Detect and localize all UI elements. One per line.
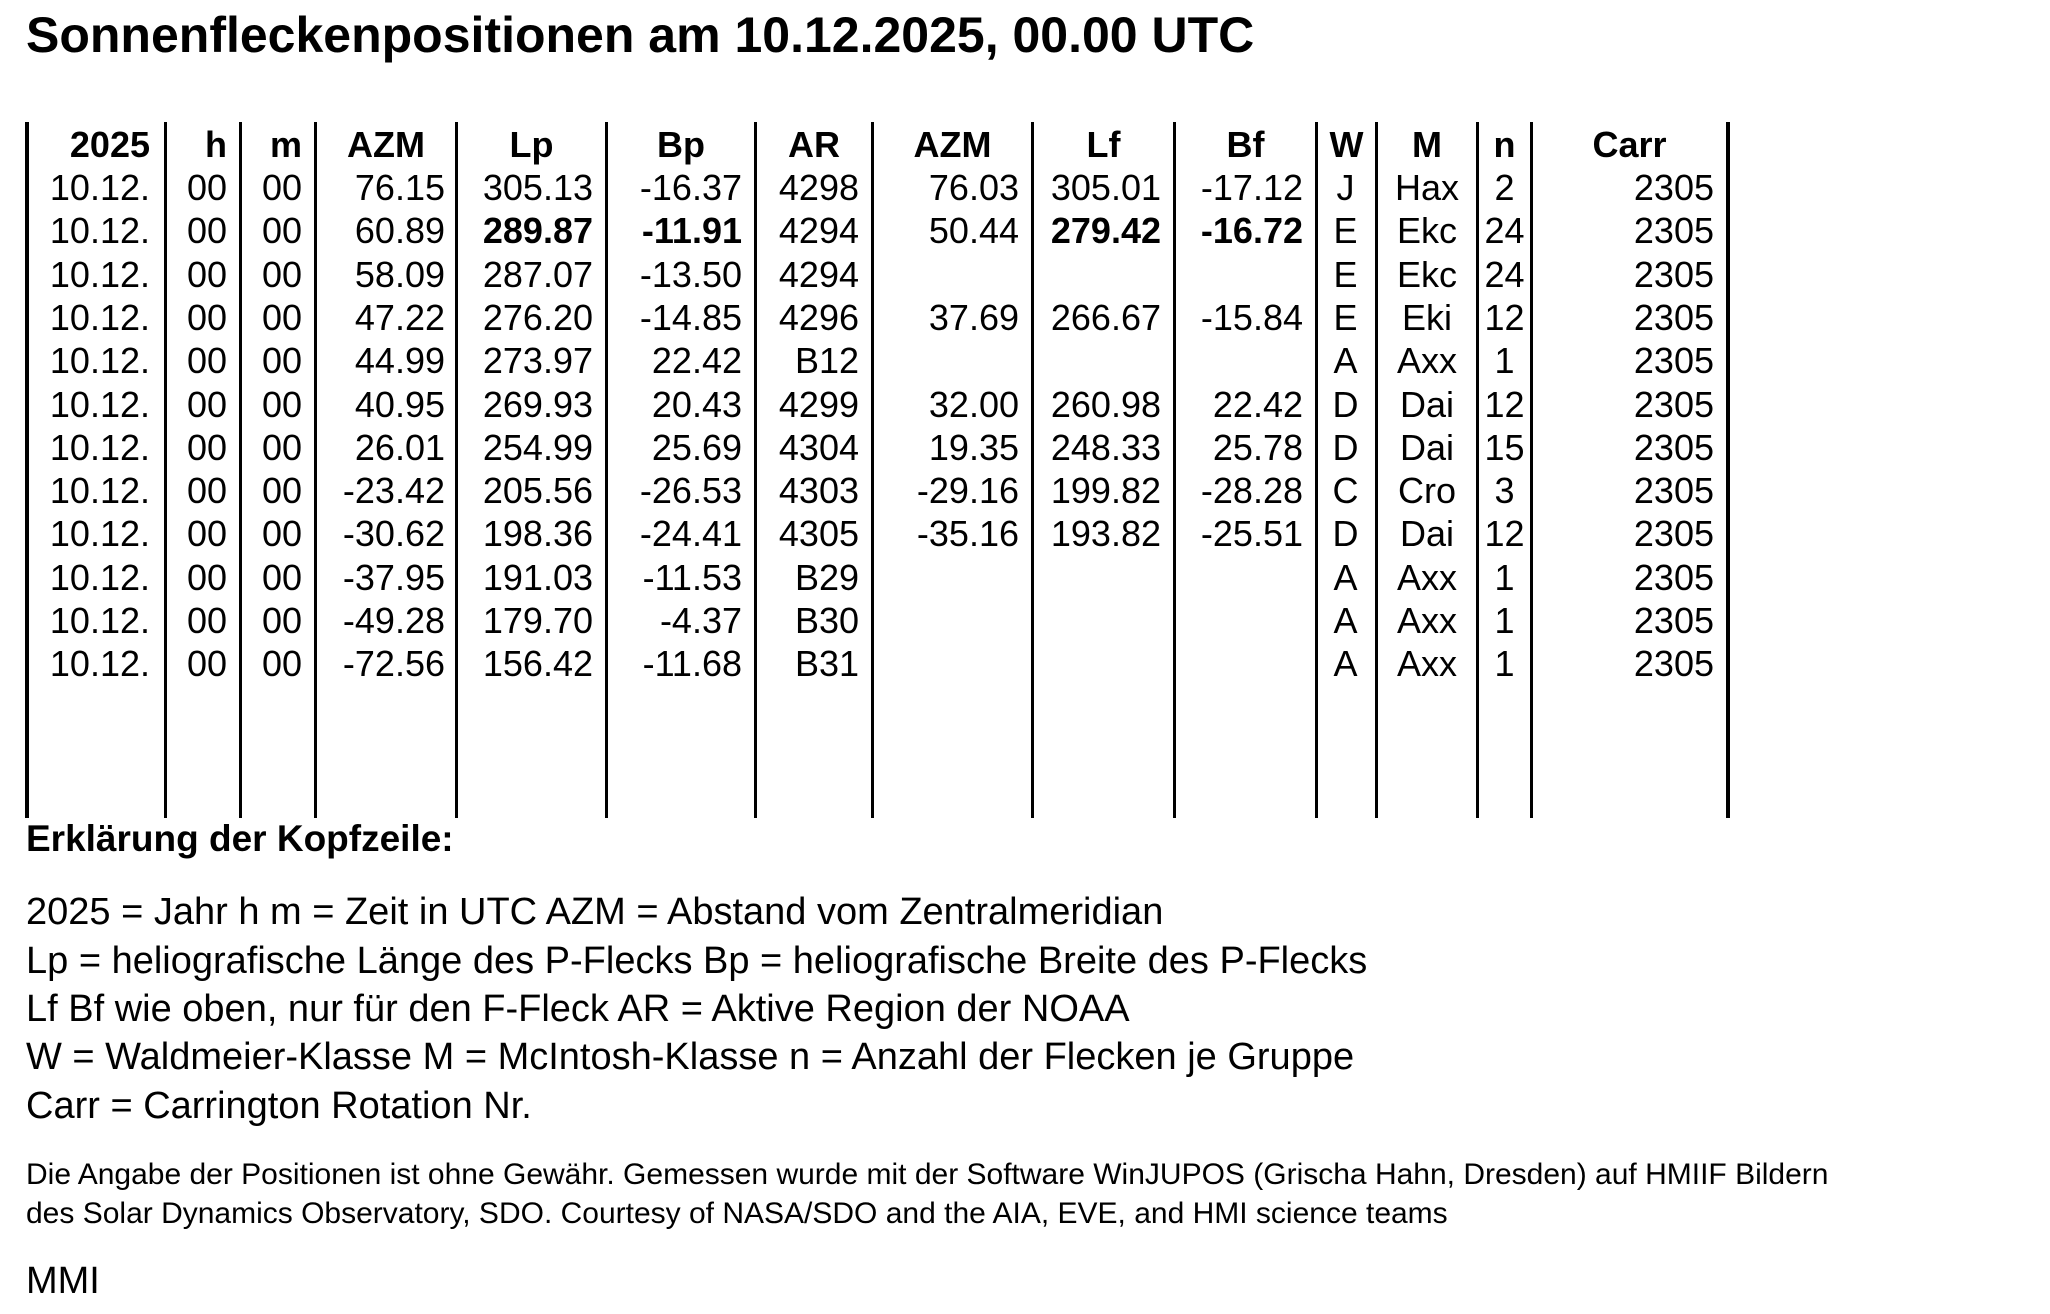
table-cell-minute: 00 [261,600,302,641]
table-cell-count: 1 [1494,643,1515,685]
table-cell-carrington: 2305 [1633,600,1714,641]
table-cell-lp: 191.03 [482,556,593,598]
table-cell-mcintosh: Ekc [1396,253,1457,295]
table-cell-mcintosh: Ekc [1396,210,1457,252]
table-cell-mcintosh: Axx [1396,556,1457,598]
table-cell-lp: 179.70 [482,600,593,641]
table-cell-bf [1176,253,1315,296]
table-cell-date: 10.12. [49,210,150,252]
legend-line: 2025 = Jahr h m = Zeit in UTC AZM = Abstand vom Zentralmeridian [26,891,1164,933]
table-cell-lp: 254.99 [482,426,593,468]
table-cell-mcintosh: Eki [1401,296,1452,338]
disclaimer-line: des Solar Dynamics Observatory, SDO. Courtesy of NASA/SDO and the AIA, EVE, and HMI science teams [26,1197,1448,1230]
table-column-divider [1726,122,1730,818]
table-cell-hour: 00 [186,296,227,338]
table-cell-bf: 25.78 [1212,426,1303,468]
table-cell-lf: 260.98 [1050,383,1161,425]
table-cell-bf: -28.28 [1200,470,1303,512]
table-cell-bp: -26.53 [639,470,742,512]
table-cell-bf: -17.12 [1200,167,1303,208]
table-cell-lf [1034,599,1173,642]
table-cell-azm-f [874,253,1031,296]
table-cell-count: 1 [1494,340,1515,382]
table-cell-azm-p: -49.28 [342,600,445,641]
table-cell-azm-p: 26.01 [354,426,445,468]
legend-line: Lp = heliografische Länge des P-Flecks Bp = heliografische Breite des P-Flecks [26,940,1368,982]
table-cell-date: 10.12. [49,340,150,382]
table-cell-hour: 00 [186,513,227,555]
table-cell-azm-f [874,556,1031,599]
table-cell-lf: 199.82 [1050,470,1161,512]
table-cell-hour: 00 [186,556,227,598]
column-header-date: 2025 [69,124,150,165]
table-cell-date: 10.12. [49,513,150,555]
table-cell-azm-p: -72.56 [342,643,445,685]
table-cell-azm-p: -30.62 [342,513,445,555]
column-header-lp: Lp [509,124,554,165]
table-cell-bf: -25.51 [1200,513,1303,555]
table-cell-carrington: 2305 [1633,210,1714,252]
table-cell-mcintosh: Dai [1399,426,1455,468]
table-cell-carrington: 2305 [1633,383,1714,425]
table-cell-ar: 4296 [778,296,859,338]
table-cell-lf: 279.42 [1050,210,1161,252]
table-cell-mcintosh: Axx [1396,600,1457,641]
table-cell-azm-f: 50.44 [928,210,1019,252]
table-cell-azm-p: 60.89 [354,210,445,252]
table-cell-minute: 00 [261,296,302,338]
table-cell-azm-p: 40.95 [354,383,445,425]
table-cell-minute: 00 [261,556,302,598]
table-cell-lf: 193.82 [1050,513,1161,555]
table-cell-mcintosh: Axx [1396,643,1457,685]
table-cell-hour: 00 [186,383,227,425]
table-cell-date: 10.12. [49,253,150,295]
legend-line: Lf Bf wie oben, nur für den F-Fleck AR = Aktive Region der NOAA [26,988,1130,1030]
column-header-bp: Bp [657,124,705,165]
table-cell-lp: 276.20 [482,296,593,338]
table-cell-count: 12 [1484,383,1525,425]
table-cell-azm-f [874,642,1031,685]
page-title: Sonnenfleckenpositionen am 10.12.2025, 00.00 UTC [26,7,1255,63]
table-cell-mcintosh: Dai [1399,383,1455,425]
legend-heading: Erklärung der Kopfzeile: [26,818,454,859]
table-cell-azm-f: 19.35 [928,426,1019,468]
table-cell-azm-f [874,599,1031,642]
table-cell-waldmeier: D [1332,383,1359,425]
table-cell-count: 2 [1494,167,1515,208]
table-cell-hour: 00 [186,426,227,468]
table-cell-lp: 269.93 [482,383,593,425]
table-cell-hour: 00 [186,340,227,382]
table-cell-hour: 00 [186,470,227,512]
table-cell-lp: 156.42 [482,643,593,685]
table-cell-bp: 22.42 [651,340,742,382]
table-cell-mcintosh: Dai [1399,513,1455,555]
table-cell-hour: 00 [186,253,227,295]
table-cell-bp: -16.37 [639,167,742,208]
table-cell-bp: -24.41 [639,513,742,555]
table-cell-azm-f: 37.69 [928,296,1019,338]
table-cell-bf [1176,599,1315,642]
column-header-mcintosh: M [1412,124,1442,165]
table-cell-bp: -4.37 [659,600,742,641]
table-cell-waldmeier: D [1332,513,1359,555]
table-cell-minute: 00 [261,470,302,512]
table-cell-waldmeier: E [1333,210,1358,252]
legend-line: Carr = Carrington Rotation Nr. [26,1085,532,1127]
table-cell-count: 15 [1484,426,1525,468]
table-cell-waldmeier: A [1333,340,1358,382]
table-cell-date: 10.12. [49,383,150,425]
table-cell-carrington: 2305 [1633,340,1714,382]
table-cell-waldmeier: E [1333,253,1358,295]
author-initials: MMI [26,1260,100,1302]
table-cell-carrington: 2305 [1633,253,1714,295]
table-cell-date: 10.12. [49,556,150,598]
table-cell-mcintosh: Hax [1394,167,1460,208]
table-cell-azm-f: -35.16 [916,513,1019,555]
table-cell-carrington: 2305 [1633,556,1714,598]
table-cell-waldmeier: J [1336,167,1355,208]
table-cell-carrington: 2305 [1633,513,1714,555]
table-cell-date: 10.12. [49,167,150,208]
table-cell-lp: 289.87 [482,210,593,252]
table-cell-azm-p: 76.15 [354,167,445,208]
table-cell-ar: 4294 [778,253,859,295]
column-header-lf: Lf [1086,124,1121,165]
table-cell-ar: 4303 [778,470,859,512]
table-cell-lf [1034,253,1173,296]
table-cell-ar: B30 [794,600,859,641]
table-cell-count: 12 [1484,296,1525,338]
table-cell-bp: 20.43 [651,383,742,425]
table-cell-azm-f: 76.03 [928,167,1019,208]
table-cell-ar: 4298 [778,167,859,208]
table-cell-carrington: 2305 [1633,167,1714,208]
sunspot-table [25,122,1757,818]
table-cell-lf [1034,642,1173,685]
table-cell-waldmeier: A [1333,600,1358,641]
table-cell-ar: 4304 [778,426,859,468]
table-cell-azm-p: 47.22 [354,296,445,338]
table-cell-minute: 00 [261,426,302,468]
table-cell-bp: -14.85 [639,296,742,338]
table-cell-hour: 00 [186,167,227,208]
table-cell-bf [1176,556,1315,599]
table-cell-date: 10.12. [49,643,150,685]
table-cell-azm-f: -29.16 [916,470,1019,512]
table-cell-lf: 248.33 [1050,426,1161,468]
table-cell-hour: 00 [186,643,227,685]
table-cell-count: 24 [1484,253,1525,295]
table-cell-lp: 198.36 [482,513,593,555]
table-cell-date: 10.12. [49,470,150,512]
column-header-count: n [1493,124,1516,165]
table-cell-minute: 00 [261,383,302,425]
table-cell-minute: 00 [261,340,302,382]
column-header-ar: AR [788,124,840,165]
disclaimer-line: Die Angabe der Positionen ist ohne Gewähr. Gemessen wurde mit der Software WinJUPOS (Grischa Hahn, Dresden) auf HMIIF Bildern [26,1158,1829,1191]
table-cell-azm-p: 58.09 [354,253,445,295]
table-cell-azm-p: -23.42 [342,470,445,512]
table-cell-minute: 00 [261,210,302,252]
column-header-azm-p: AZM [347,124,425,165]
table-cell-count: 1 [1494,600,1515,641]
table-cell-bp: 25.69 [651,426,742,468]
column-header-bf: Bf [1226,124,1265,165]
table-cell-date: 10.12. [49,600,150,641]
table-cell-azm-p: -37.95 [342,556,445,598]
table-cell-date: 10.12. [49,426,150,468]
table-cell-minute: 00 [261,253,302,295]
table-cell-carrington: 2305 [1633,296,1714,338]
table-cell-azm-f: 32.00 [928,383,1019,425]
table-cell-lp: 205.56 [482,470,593,512]
table-cell-bf [1176,642,1315,685]
column-header-minute: m [269,124,302,165]
table-cell-waldmeier: A [1333,643,1358,685]
column-header-waldmeier: W [1329,124,1364,165]
table-cell-count: 3 [1494,470,1515,512]
table-cell-bf: -15.84 [1200,296,1303,338]
table-cell-count: 24 [1484,210,1525,252]
table-cell-waldmeier: E [1333,296,1358,338]
table-cell-ar: 4294 [778,210,859,252]
column-header-hour: h [205,124,227,165]
table-cell-minute: 00 [261,643,302,685]
table-cell-bf: -16.72 [1200,210,1303,252]
table-cell-waldmeier: D [1332,426,1359,468]
table-cell-carrington: 2305 [1633,426,1714,468]
column-header-azm-f: AZM [913,124,992,165]
legend-line: W = Waldmeier-Klasse M = McIntosh-Klasse n = Anzahl der Flecken je Gruppe [26,1036,1355,1078]
table-cell-mcintosh: Axx [1396,340,1457,382]
table-cell-azm-f [874,339,1031,382]
table-cell-lf [1034,339,1173,382]
table-cell-ar: 4299 [778,383,859,425]
table-cell-minute: 00 [261,513,302,555]
table-cell-lf: 305.01 [1050,167,1161,208]
table-cell-mcintosh: Cro [1397,470,1456,512]
table-cell-hour: 00 [186,600,227,641]
table-cell-hour: 00 [186,210,227,252]
table-cell-waldmeier: C [1332,470,1359,512]
table-cell-bf: 22.42 [1212,383,1303,425]
column-header-carrington: Carr [1592,124,1667,165]
table-cell-carrington: 2305 [1633,470,1714,512]
table-cell-lp: 305.13 [482,167,593,208]
table-cell-ar: B31 [794,643,859,685]
table-cell-bp: -11.68 [642,643,742,685]
table-cell-azm-p: 44.99 [354,340,445,382]
table-cell-count: 12 [1484,513,1525,555]
table-cell-date: 10.12. [49,296,150,338]
table-cell-carrington: 2305 [1633,643,1714,685]
table-cell-lf: 266.67 [1050,296,1161,338]
table-cell-lp: 287.07 [482,253,593,295]
table-cell-ar: 4305 [778,513,859,555]
table-cell-minute: 00 [261,167,302,208]
table-cell-bp: -11.91 [641,210,742,252]
table-cell-bf [1176,339,1315,382]
table-cell-lf [1034,556,1173,599]
table-cell-ar: B12 [794,340,859,382]
table-cell-bp: -11.53 [642,556,742,598]
table-cell-bp: -13.50 [639,253,742,295]
table-cell-waldmeier: A [1333,556,1358,598]
table-cell-ar: B29 [794,556,859,598]
table-cell-count: 1 [1494,556,1515,598]
table-cell-lp: 273.97 [482,340,593,382]
